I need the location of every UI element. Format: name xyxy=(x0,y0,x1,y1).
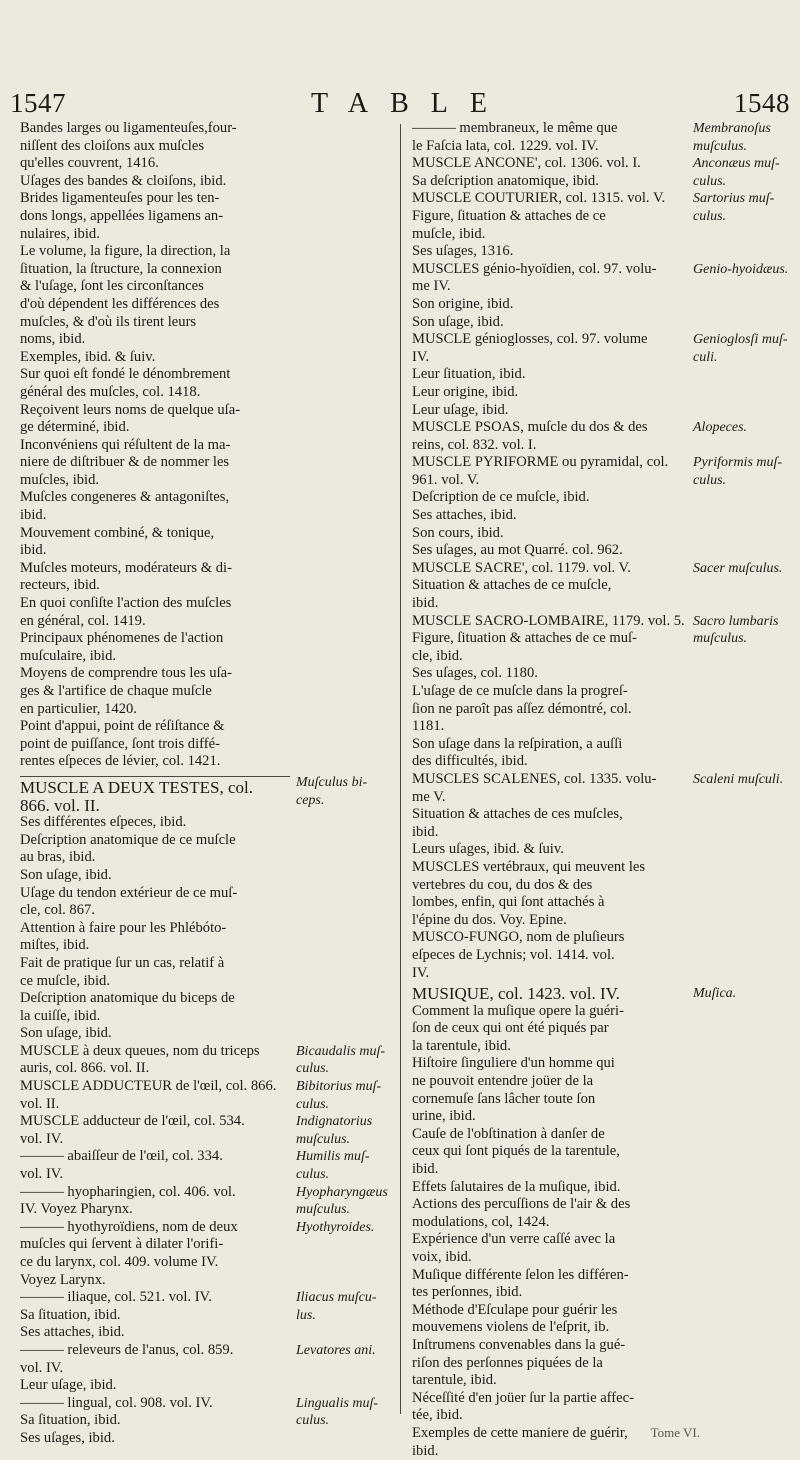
entry-text: Point d'appui, point de réſiſtance & point de puiſſance, ſont trois diffé- rentes eſpeces de lévier, col. 1421. xyxy=(20,718,225,770)
entry-text: ——— hyothyroïdiens, nom de deux muſcles qui ſervent à dilater l'orifi- ce du larynx, col. 409. volume IV. Voyez Larynx. xyxy=(20,1218,238,1288)
index-entry xyxy=(412,841,797,859)
index-entry xyxy=(20,1113,396,1148)
index-entry xyxy=(412,1179,797,1197)
index-entry xyxy=(412,736,797,771)
entry-text: Expérience d'un verre caſſé avec la voix, ibid. xyxy=(412,1231,616,1265)
latin-name: Muſculus bi- ceps. xyxy=(296,774,368,808)
index-entry xyxy=(20,349,396,367)
index-entry xyxy=(412,1055,797,1125)
entry-text: Inconvéniens qui réſultent de la ma- niere de diſtribuer & de nommer les muſcles, ibid. xyxy=(20,436,231,488)
index-entry xyxy=(20,920,396,955)
index-entry xyxy=(20,1377,396,1395)
index-entry xyxy=(20,665,396,718)
entry-text: MUSCLE adducteur de l'œil, col. 534. vol. IV. xyxy=(20,1113,245,1147)
latin-name: Pyriformis muſ- culus. xyxy=(693,455,783,488)
latin-name: Sartorius muſ- culus. xyxy=(693,191,775,224)
latin-name: Alopeces. xyxy=(693,420,748,436)
index-entry xyxy=(412,261,797,296)
entry-text: Le volume, la figure, la direction, la ſituation, la ſtructure, la connexion & l'uſage, ſont les circonſtances d'où dépendent les différences des muſcles, & d'où ils tirent leurs noms, ibid. xyxy=(20,243,231,348)
index-entry xyxy=(20,1184,396,1219)
entry-text: Muſcles moteurs, modérateurs & di- recteurs, ibid. xyxy=(20,559,232,594)
entry-text: ——— lingual, col. 908. vol. IV. Sa ſituation, ibid. Ses uſages, ibid. xyxy=(20,1394,213,1446)
entry-text: En quoi conſiſte l'action des muſcles en général, col. 1419. xyxy=(20,595,232,629)
entry-text: Uſages des bandes & cloiſons, ibid. xyxy=(20,172,227,189)
entry-text: Méthode d'Eſculape pour guérir les mouvemens violens de l'eſprit, ib. xyxy=(412,1301,618,1336)
index-entry xyxy=(412,806,797,841)
right-column xyxy=(412,120,797,1460)
entry-text: L'uſage de ce muſcle dans la progreſ- ſion ne paroît pas aſſez démontré, col. 1181. xyxy=(412,683,632,735)
index-entry xyxy=(20,885,396,920)
index-entry xyxy=(412,454,797,489)
index-entry xyxy=(20,190,396,243)
entry-text: Situation & attaches de ces muſcles, ibid. xyxy=(412,806,623,840)
latin-name: Hyopharyngæus muſculus. xyxy=(296,1184,388,1218)
index-entry xyxy=(412,1267,797,1302)
entry-text: Son origine, ibid. Son uſage, ibid. xyxy=(412,295,514,330)
entry-text: Son uſage dans la reſpiration, a auſſi des difficultés, ibid. xyxy=(412,735,623,770)
entry-text: Mouvement combiné, & tonique, ibid. xyxy=(20,524,215,559)
entry-text: Leurs uſages, ibid. & ſuiv. xyxy=(412,841,564,858)
index-entry xyxy=(412,331,797,366)
latin-name: Iliacus muſcu- lus. xyxy=(296,1290,377,1323)
latin-name: Muſica. xyxy=(693,986,737,1002)
footer-note: Tome VI. xyxy=(650,1425,700,1440)
entry-text: Moyens de comprendre tous les uſa- ges & l'artifice de chaque muſcle en particulier, 1420. xyxy=(20,665,232,717)
index-entry xyxy=(20,595,396,630)
entry-text: Deſcription anatomique de ce muſcle au bras, ibid. xyxy=(20,831,236,866)
index-entry xyxy=(412,1196,797,1231)
index-entry xyxy=(20,1219,396,1289)
index-entry xyxy=(20,630,396,665)
index-entry xyxy=(20,525,396,560)
index-entry xyxy=(412,419,797,454)
entry-text: Leur uſage, ibid. xyxy=(20,1377,117,1394)
latin-name: Indignatorius muſculus. xyxy=(296,1114,373,1147)
index-entry xyxy=(20,489,396,524)
entry-text: Deſcription de ce muſcle, ibid. Ses attaches, ibid. Son cours, ibid. Ses uſages, au mot Quarré. col. 962. xyxy=(412,489,623,559)
index-entry xyxy=(20,560,396,595)
entry-text: ——— abaiſſeur de l'œil, col. 334. vol. IV. xyxy=(20,1148,223,1183)
index-entry xyxy=(20,1025,396,1043)
page-title: TABLE xyxy=(311,88,509,119)
index-entry xyxy=(20,867,396,885)
index-entry xyxy=(412,985,797,1003)
entry-text: Exemples, ibid. & ſuiv. xyxy=(20,348,156,365)
entry-text: Brides ligamenteuſes pour les ten- dons longs, appellées ligamens an- nulaires, ibid. xyxy=(20,190,224,242)
latin-name: Sacro lumbaris muſculus. xyxy=(693,613,779,647)
entry-text: Leur ſituation, ibid. Leur origine, ibid. Leur uſage, ibid. xyxy=(412,366,526,418)
entry-text: MUSCLE ADDUCTEUR de l'œil, col. 866. vol. II. xyxy=(20,1078,277,1112)
index-entry xyxy=(412,771,797,806)
index-entry xyxy=(412,155,797,190)
latin-name: Lingualis muſ- culus. xyxy=(296,1395,379,1429)
latin-name: Humilis muſ- culus. xyxy=(296,1149,370,1183)
index-entry xyxy=(20,173,396,191)
index-entry xyxy=(20,955,396,990)
entry-text: MUSCLE à deux queues, nom du triceps auris, col. 866. vol. II. xyxy=(20,1042,260,1077)
index-entry xyxy=(412,120,797,155)
left-page-number: 1547 xyxy=(10,88,66,118)
entry-text: Son uſage, ibid. xyxy=(20,866,112,883)
entry-text: MUSCLES vertébraux, qui meuvent les vertebres du cou, du dos & des lombes, enfin, qui ſont attachés à l'épine du dos. Voy. Epine. xyxy=(412,858,646,928)
latin-name: Bicaudalis muſ- culus. xyxy=(296,1043,386,1077)
index-entry xyxy=(412,613,797,666)
entry-text: Principaux phénomenes de l'action muſculaire, ibid. xyxy=(20,630,224,664)
index-entry xyxy=(412,859,797,929)
entry-text: MUSIQUE, col. 1423. vol. IV. xyxy=(412,984,620,1004)
index-entry xyxy=(412,296,797,331)
index-entry xyxy=(412,1231,797,1266)
entry-text: ——— hyopharingien, col. 406. vol. IV. Voyez Pharynx. xyxy=(20,1183,236,1218)
index-entry xyxy=(20,814,396,832)
index-entry xyxy=(412,665,797,683)
entry-text: MUSCLE PSOAS, muſcle du dos & des reins, col. 832. vol. I. xyxy=(412,419,648,453)
index-entry xyxy=(412,1302,797,1337)
entry-text: MUSCLE PYRIFORME ou pyramidal, col. 961. vol. V. xyxy=(412,454,669,488)
entry-text: Effets ſalutaires de la muſique, ibid. xyxy=(412,1178,621,1195)
latin-name: Levatores ani. xyxy=(296,1342,376,1358)
entry-text: MUSCLE A DEUX TESTES, col. 866. vol. II. xyxy=(20,776,290,814)
entry-text: Reçoivent leurs noms de quelque uſa- ge déterminé, ibid. xyxy=(20,401,241,436)
entry-text: Deſcription anatomique du biceps de la cuiſſe, ibid. xyxy=(20,990,235,1024)
index-entry xyxy=(20,718,396,771)
entry-text: Cauſe de l'obſtination à danſer de ceux qui ſont piqués de la tarentule, ibid. xyxy=(412,1125,620,1178)
latin-name: Scaleni muſculi. xyxy=(693,771,784,787)
index-entry xyxy=(20,437,396,490)
latin-name: Genio-hyoidæus. xyxy=(693,261,789,277)
left-column xyxy=(20,120,396,1448)
entry-text: ——— iliaque, col. 521. vol. IV. Sa ſituation, ibid. Ses attaches, ibid. xyxy=(20,1289,212,1341)
page-header xyxy=(0,88,800,122)
index-entry xyxy=(412,1337,797,1390)
entry-text: MUSCLES SCALENES, col. 1335. volu- me V. xyxy=(412,770,657,805)
entry-text: Ses uſages, 1316. xyxy=(412,243,514,260)
entry-text: Néceſſité d'en joüer ſur la partie affec- tée, ibid. xyxy=(412,1389,634,1424)
entry-text: Exemples de cette maniere de guérir, ibid. xyxy=(412,1424,628,1459)
index-entry xyxy=(20,832,396,867)
index-entry xyxy=(20,1342,396,1377)
latin-name: Membranoſus muſculus. xyxy=(693,121,771,154)
entry-text: Inſtrumens convenables dans la gué- riſon des perſonnes piquées de la tarentule, ibid. xyxy=(412,1336,626,1389)
entry-text: Attention à faire pour les Phlébóto- miſtes, ibid. xyxy=(20,919,227,954)
index-entry xyxy=(20,774,396,814)
index-entry xyxy=(20,1043,396,1078)
index-entry xyxy=(20,1078,396,1113)
index-entry xyxy=(20,990,396,1025)
entry-text: ——— releveurs de l'anus, col. 859. vol. IV. xyxy=(20,1341,234,1376)
entry-text: MUSCLE génioglosses, col. 97. volume IV. xyxy=(412,331,648,365)
entry-text: Fait de pratique ſur un cas, relatif à ce muſcle, ibid. xyxy=(20,954,225,989)
index-entry xyxy=(20,1289,396,1342)
entry-text: MUSCLE SACRE', col. 1179. vol. V. Situation & attaches de ce muſcle, ibid. xyxy=(412,559,631,612)
index-entry xyxy=(20,1395,396,1448)
latin-name: Bibitorius muſ- culus. xyxy=(296,1079,382,1112)
entry-text: Hiſtoire ſinguliere d'un homme qui ne pouvoit entendre joüer de la cornemuſe ſans lâcher toute ſon urine, ibid. xyxy=(412,1055,615,1125)
index-entry xyxy=(20,120,396,173)
entry-text: ——— membraneux, le même que le Faſcia lata, col. 1229. vol. IV. xyxy=(412,120,618,154)
index-entry xyxy=(412,489,797,559)
column-divider xyxy=(400,124,401,1414)
entry-text: MUSCLE SACRO-LOMBAIRE, 1179. vol. 5. Figure, ſituation & attaches de ce muſ- cle, ibid. xyxy=(412,612,685,664)
entry-text: Uſage du tendon extérieur de ce muſ- cle, col. 867. xyxy=(20,884,238,919)
index-entry xyxy=(412,1425,797,1460)
index-entry xyxy=(412,1390,797,1425)
entry-text: Actions des percuſſions de l'air & des modulations, col, 1424. xyxy=(412,1196,631,1230)
entry-text: Sur quoi eſt fondé le dénombrement général des muſcles, col. 1418. xyxy=(20,366,231,400)
entry-text: Comment la muſique opere la guéri- ſon de ceux qui ont été piqués par la tarentule, ibid. xyxy=(412,1002,624,1054)
index-entry xyxy=(412,190,797,243)
index-entry xyxy=(412,1126,797,1179)
entry-text: Ses différentes eſpeces, ibid. xyxy=(20,814,187,831)
entry-text: MUSCO-FUNGO, nom de pluſieurs eſpeces de Lychnis; vol. 1414. vol. IV. xyxy=(412,929,625,981)
index-entry xyxy=(20,1148,396,1183)
latin-name: Hyothyroides. xyxy=(296,1219,375,1235)
entry-text: Muſcles congeneres & antagoniſtes, ibid. xyxy=(20,489,230,524)
entry-text: Ses uſages, col. 1180. xyxy=(412,665,538,682)
entry-text: MUSCLES génio-hyoïdien, col. 97. volu- me IV. xyxy=(412,260,657,295)
latin-name: Genioglosſi muſ- culi. xyxy=(693,332,788,365)
entry-text: MUSCLE ANCONE', col. 1306. vol. I. Sa deſcription anatomique, ibid. xyxy=(412,155,641,189)
latin-name: Anconæus muſ- culus. xyxy=(693,156,780,189)
entry-text: Bandes larges ou ligamenteuſes,four- niſſent des cloiſons aux muſcles qu'elles couvrent, 1416. xyxy=(20,120,237,172)
entry-text: Son uſage, ibid. xyxy=(20,1025,112,1042)
index-entry xyxy=(20,366,396,401)
index-entry xyxy=(412,243,797,261)
index-entry xyxy=(412,683,797,736)
entry-text: Muſique différente ſelon les différen- tes perſonnes, ibid. xyxy=(412,1266,629,1301)
entry-text: MUSCLE COUTURIER, col. 1315. vol. V. Figure, ſituation & attaches de ce muſcle, ibid. xyxy=(412,190,666,242)
index-entry xyxy=(412,1003,797,1056)
right-page-number: 1548 xyxy=(734,88,790,118)
index-entry xyxy=(412,929,797,982)
latin-name: Sacer muſculus. xyxy=(693,560,783,576)
index-entry xyxy=(20,243,396,349)
index-entry xyxy=(412,366,797,419)
index-entry xyxy=(412,560,797,613)
index-entry xyxy=(20,402,396,437)
